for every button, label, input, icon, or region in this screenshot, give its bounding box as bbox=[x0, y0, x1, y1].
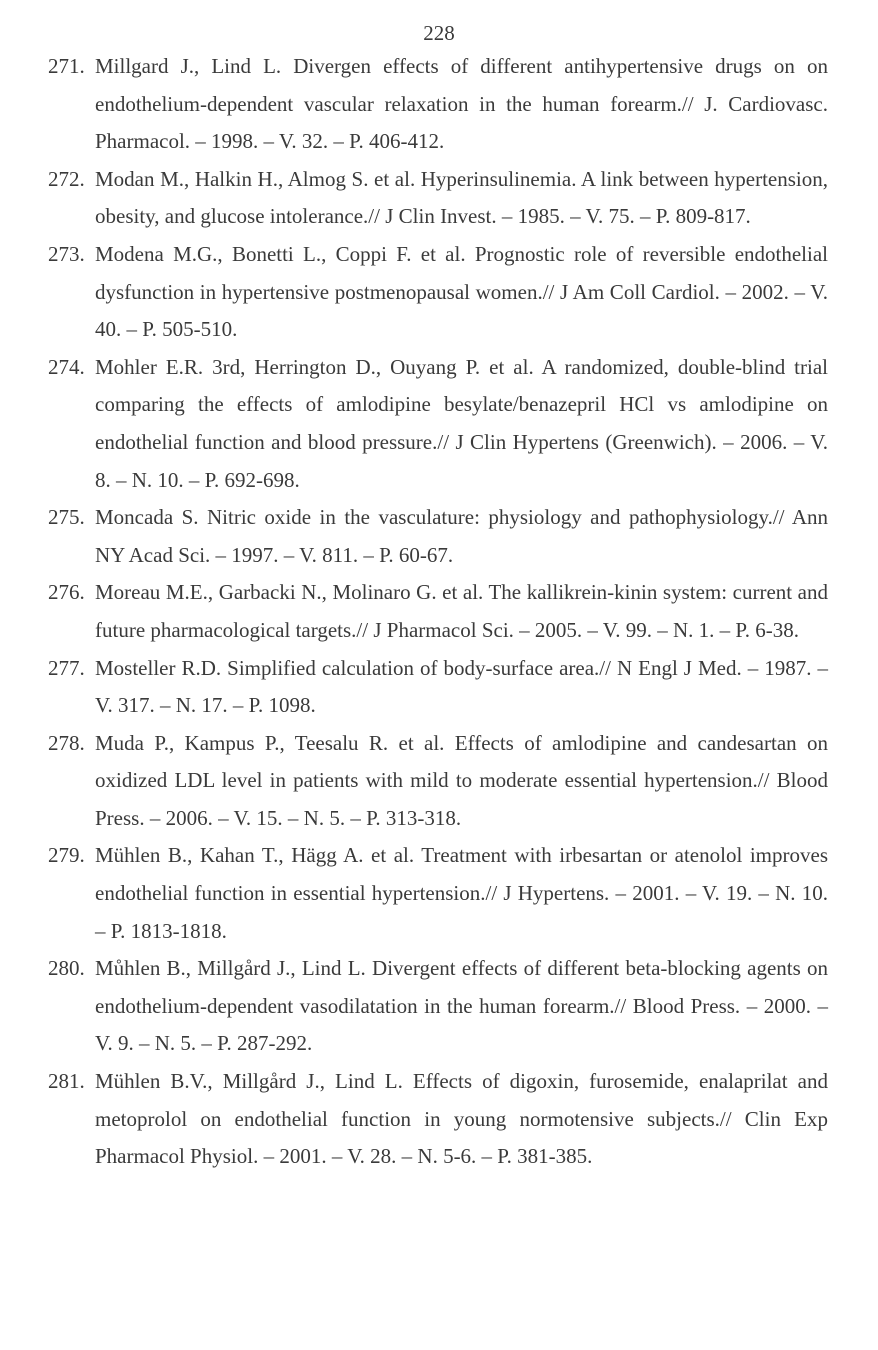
reference-item bbox=[44, 499, 828, 574]
reference-item bbox=[44, 725, 828, 838]
reference-number: 279. bbox=[48, 843, 85, 868]
reference-text: Mohler E.R. 3rd, Herrington D., Ouyang P. et al. A randomized, double-blind trial comparing the effects of amlodipine besylate/benazepril HCl vs amlodipine on endothelial function and blood pressure.// J Clin Hypertens (Greenwich). – 2006. – V. 8. – N. 10. – P. 692-698. bbox=[95, 354, 828, 492]
reference-text: Moncada S. Nitric oxide in the vasculature: physiology and pathophysiology.// Ann NY Acad Sci. – 1997. – V. 811. – P. 60-67. bbox=[95, 505, 828, 567]
reference-text: Mosteller R.D. Simplified calculation of body-surface area.// N Engl J Med. – 1987. – V. 317. – N. 17. – P. 1098. bbox=[95, 655, 828, 718]
reference-number: 275. bbox=[48, 505, 85, 530]
reference-item bbox=[44, 950, 828, 1063]
reference-item bbox=[44, 349, 828, 499]
reference-text: Můhlen B., Millgård J., Lind L. Divergent effects of different beta-blocking agents on endothelium-dependent vasodilatation in the human forearm.// Blood Press. – 2000. – V. 9. – N. 5. – P. 287-292. bbox=[95, 956, 828, 1056]
reference-text: Moreau M.E., Garbacki N., Molinaro G. et al. The kallikrein-kinin system: current and future pharmacological targets.// J Pharmacol Sci. – 2005. – V. 99. – N. 1. – P. 6-38. bbox=[95, 580, 828, 642]
reference-item bbox=[44, 650, 828, 725]
reference-number: 271. bbox=[48, 54, 85, 78]
reference-number: 276. bbox=[48, 580, 85, 605]
reference-number: 274. bbox=[48, 354, 85, 379]
reference-item bbox=[44, 48, 828, 161]
reference-number: 280. bbox=[48, 956, 85, 981]
reference-text: Mühlen B.V., Millgård J., Lind L. Effects of digoxin, furosemide, enalaprilat and metoprolol on endothelial function in young normotensive subjects.// Clin Exp Pharmacol Physiol. – 2001. – V. 28. – N. 5-6. – P. 381-385. bbox=[95, 1069, 828, 1169]
reference-text: Millgard J., Lind L. Divergen effects of different antihypertensive drugs on on endothelium-dependent vascular relaxation in the human forearm.// J. Cardiovasc. Pharmacol. – 1998. – V. 32. – P. 406-412. bbox=[95, 54, 828, 154]
reference-item bbox=[44, 574, 828, 649]
reference-text: Muda P., Kampus P., Teesalu R. et al. Effects of amlodipine and candesartan on oxidized LDL level in patients with mild to moderate essential hypertension.// Blood Press. – 2006. – V. 15. – N. 5. – P. 313-318. bbox=[95, 730, 828, 830]
reference-list bbox=[44, 48, 828, 1176]
reference-number: 273. bbox=[48, 241, 85, 266]
reference-text: Modena M.G., Bonetti L., Coppi F. et al. Prognostic role of reversible endothelial dysfunction in hypertensive postmenopausal women.// J Am Coll Cardiol. – 2002. – V. 40. – P. 505-510. bbox=[95, 241, 828, 342]
reference-text: Mühlen B., Kahan T., Hägg A. et al. Treatment with irbesartan or atenolol improves endothelial function in essential hypertension.// J Hypertens. – 2001. – V. 19. – N. 10. – P. 1813-1818. bbox=[95, 843, 828, 943]
reference-item bbox=[44, 837, 828, 950]
reference-text: Modan M., Halkin H., Almog S. et al. Hyperinsulinemia. A link between hypertension, obesity, and glucose intolerance.// J Clin Invest. – 1985. – V. 75. – P. 809-817. bbox=[95, 166, 828, 229]
reference-item bbox=[44, 1063, 828, 1176]
reference-item bbox=[44, 161, 828, 236]
page-number: 228 bbox=[423, 21, 455, 45]
reference-number: 277. bbox=[48, 655, 85, 680]
reference-number: 278. bbox=[48, 730, 85, 755]
reference-number: 281. bbox=[48, 1069, 85, 1094]
reference-number: 272. bbox=[48, 166, 85, 191]
reference-item bbox=[44, 236, 828, 349]
